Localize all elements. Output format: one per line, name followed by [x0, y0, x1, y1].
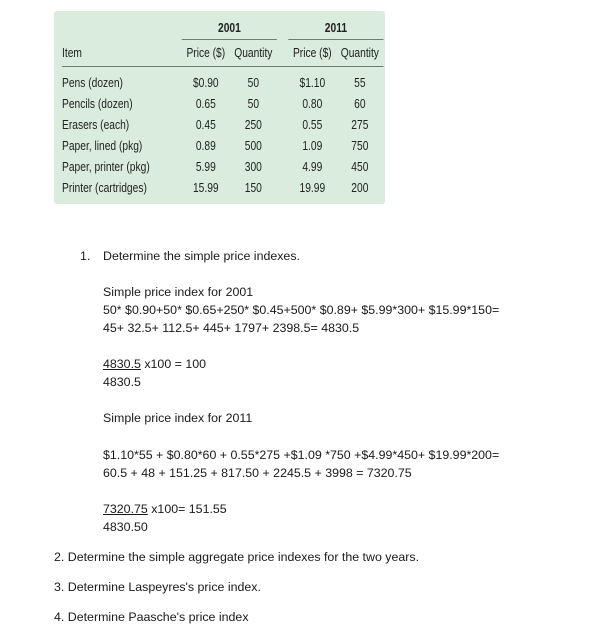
price-2011-cell: 4.99 [302, 159, 323, 174]
price-2011-cell: 19.99 [299, 180, 326, 195]
simple-index-2011-calculation [103, 502, 227, 516]
item-cell: Paper, printer (pkg) [62, 159, 150, 174]
fraction-numerator: 4830.5 [103, 357, 141, 371]
question-2: 2. Determine the simple aggregate price indexes for the two years. [54, 550, 420, 564]
fraction-denominator: 4830.5 [103, 375, 141, 389]
price-2011-cell: 1.09 [302, 138, 323, 153]
item-cell: Printer (cartridges) [62, 180, 147, 195]
price-2001-cell: 0.65 [195, 96, 216, 111]
quantity-2001-cell: 500 [244, 138, 262, 153]
price-2001-cell: 0.89 [195, 138, 216, 153]
fraction-result: x100 = 100 [140, 357, 207, 371]
question-1-number: 1. [80, 249, 91, 263]
price-2011-header: Price ($) [288, 40, 336, 67]
quantity-2011-cell: 750 [351, 138, 369, 153]
simple-index-2011-sum: 60.5 + 48 + 151.25 + 817.50 + 2245.5 + 3998 = 7320.75 [103, 466, 412, 480]
quantity-2011-cell: 55 [354, 75, 366, 90]
quantity-2011-cell: 275 [351, 117, 369, 132]
price-quantity-table [54, 11, 385, 204]
item-cell: Pencils (dozen) [62, 96, 133, 111]
quantity-2011-cell: 60 [354, 96, 366, 111]
table-row [62, 177, 383, 198]
table-row [62, 114, 383, 135]
quantity-2001-cell: 250 [244, 117, 262, 132]
year-2011-header: 2011 [288, 17, 383, 40]
quantity-2011-cell: 200 [351, 180, 369, 195]
price-2011-cell: $1.10 [299, 75, 326, 90]
quantity-2011-header: Quantity [336, 40, 383, 67]
table-row [62, 135, 383, 156]
fraction-result: x100= 151.55 [147, 502, 227, 516]
simple-index-2011-formula: $1.10*55 + $0.80*60 + 0.55*275 +$1.09 *750 +$4.99*450+ $19.99*200= [103, 448, 500, 462]
fraction-numerator: 7320.75 [103, 502, 148, 516]
item-cell: Pens (dozen) [62, 75, 123, 90]
price-2001-cell: 5.99 [195, 159, 216, 174]
price-2001-header: Price ($) [182, 40, 230, 67]
item-cell: Paper, lined (pkg) [62, 138, 143, 153]
simple-index-2001-sum: 45+ 32.5+ 112.5+ 445+ 1797+ 2398.5= 4830.5 [103, 321, 360, 335]
price-2001-cell: $0.90 [192, 75, 219, 90]
table-row [62, 156, 383, 177]
price-2001-cell: 15.99 [192, 180, 219, 195]
question-4: 4. Determine Paasche's price index [54, 610, 249, 624]
table-row [62, 72, 383, 93]
simple-index-2001-calculation [103, 357, 206, 371]
item-cell: Erasers (each) [62, 117, 130, 132]
quantity-2001-header: Quantity [230, 40, 277, 67]
year-2001-header: 2001 [182, 17, 277, 40]
quantity-2011-cell: 450 [351, 159, 369, 174]
simple-index-2001-formula: 50* $0.90+50* $0.65+250* $0.45+500* $0.89+ $5.99*300+ $15.99*150= [103, 303, 500, 317]
table-row [62, 93, 383, 114]
question-1-text: Determine the simple price indexes. [103, 249, 300, 263]
simple-index-2001-title: Simple price index for 2001 [103, 285, 254, 299]
fraction-denominator: 4830.50 [103, 520, 148, 534]
simple-index-2011-title: Simple price index for 2011 [103, 411, 253, 425]
item-column-header: Item [62, 40, 170, 67]
price-2011-cell: 0.80 [302, 96, 323, 111]
quantity-2001-cell: 50 [247, 96, 260, 111]
quantity-2001-cell: 50 [247, 75, 260, 90]
price-2001-cell: 0.45 [195, 117, 216, 132]
question-3: 3. Determine Laspeyres's price index. [54, 580, 261, 594]
price-2011-cell: 0.55 [302, 117, 323, 132]
quantity-2001-cell: 300 [244, 159, 262, 174]
quantity-2001-cell: 150 [244, 180, 262, 195]
